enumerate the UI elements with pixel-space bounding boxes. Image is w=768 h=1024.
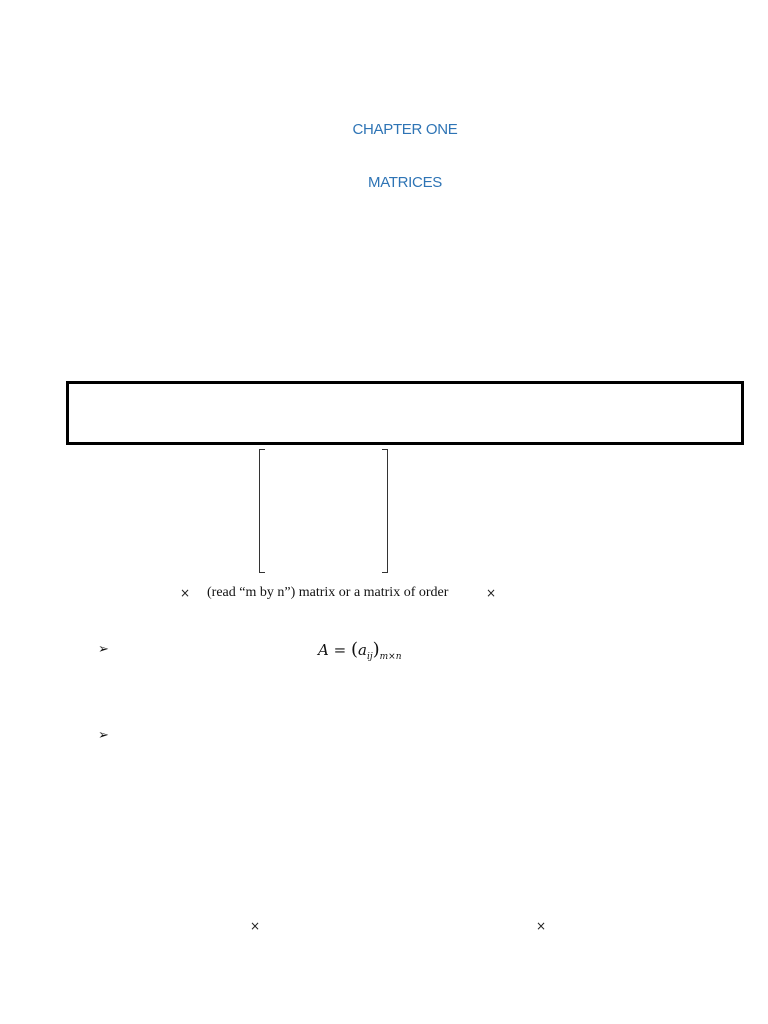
times-symbol-m-by-n: × [180,586,191,600]
formula-lhs: A [318,641,329,659]
chapter-title: MATRICES [368,174,442,191]
bullet-arrow-icon-2: ➢ [98,728,109,743]
formula-element: a [357,641,367,659]
formula-close-paren: ) [372,639,380,660]
matrix-order-text: (read “m by n”) matrix or a matrix of order [207,585,449,600]
formula-open-paren: ( [350,639,358,660]
chapter-heading: CHAPTER ONE [352,121,458,138]
times-symbol-bottom-left: × [250,919,261,933]
bullet-arrow-icon: ➢ [98,642,109,657]
formula-order-subscript: m×n [379,652,402,662]
matrix-right-bracket [382,449,388,573]
matrix-left-bracket [259,449,265,573]
formula-element-subscript: ij [366,652,373,662]
formula-equals: = [328,641,351,659]
definition-box [66,381,744,445]
times-symbol-bottom-right: × [536,919,547,933]
matrix-notation-formula [318,639,402,662]
times-symbol-order: × [486,586,497,600]
